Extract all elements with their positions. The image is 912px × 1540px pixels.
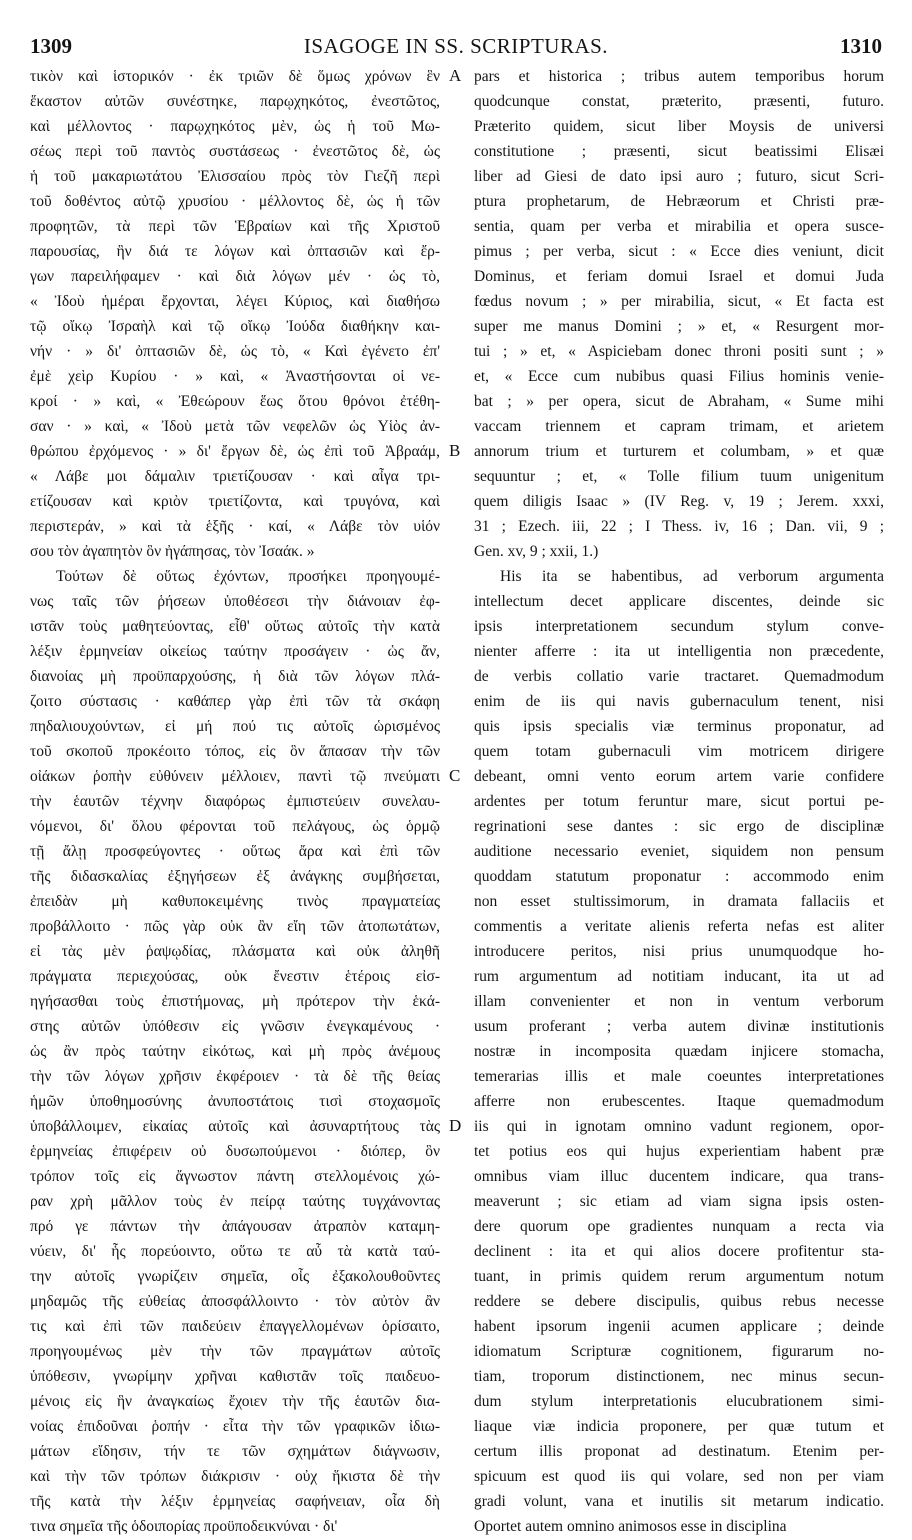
latin-text-line: certum illis proponat ad destinatum. Etenim per- [474, 1443, 884, 1460]
latin-text-line: illam convenienter et non in ventum verborum [474, 993, 884, 1010]
greek-text-line: ἐμὲ χεὶρ Κυρίου · » καὶ, « Ἀναστήσονται οἱ νε- [30, 368, 440, 385]
greek-text-line: ραν χρὴ μᾶλλον τοὺς ἐν πείρᾳ ταύτης τυγχάνοντας [30, 1193, 440, 1210]
latin-text-line: quem diligis Isaac » (IV Reg. v, 19 ; Jerem. xxxi, [474, 493, 884, 510]
latin-text-line: tui ; » et, « Aspiciebam donec throni positi sunt ; » [474, 343, 884, 360]
section-marker-d: D [449, 1116, 462, 1135]
greek-text-line: ηγήσασθαι τοὺς ἐπιστήμονας, μὴ πρότερον τὴν ἑκά- [30, 993, 440, 1010]
section-marker-c: C [449, 766, 461, 785]
greek-text-line: περιστεράν, » καὶ τὰ ἑξῆς · καί, « Λάβε τὸν υἱόν [30, 518, 440, 535]
greek-text-line: ἡ τοῦ μακαριωτάτου Ἐλισσαίου πρὸς τὸν Γιεζῆ περὶ [30, 168, 440, 185]
greek-text-line: οἰάκων ῥοπὴν εὐθύνειν μέλλοιεν, παντὶ τῷ πνεύματι [30, 768, 440, 785]
greek-text-line: την αὐτοῖς γνωρίζειν σημεῖα, οἷς ἐξακολουθοῦντες [30, 1268, 440, 1285]
latin-text-line: nienter afferre : ita ut intelligentia non præcedente, [474, 643, 884, 660]
greek-text-line: νήν · » δι' ὀπτασιῶν δὲ, ὡς τὸ, « Καὶ ἐγένετο ἐπ' [30, 343, 440, 360]
greek-text-line: παρουσίας, ἣν διά τε λόγων καὶ ὀπτασιῶν καὶ ἔρ- [30, 243, 440, 260]
greek-text-line: ἑρμηνείας ἐπιφέρειν οὐ δυσωπούμενοι · διόπερ, ὃν [30, 1143, 440, 1160]
latin-text-line: rum argumentum ad notitiam inducant, ita ut ad [474, 968, 884, 985]
latin-text-line: iis qui in ignotam omnino vadunt regionem, opor- [474, 1118, 884, 1135]
latin-text-line: debeant, omni vento eorum artem varie confidere [474, 768, 884, 785]
latin-text-line: commentis a veritate alienis referta nefas est aliter [474, 918, 884, 935]
latin-text-line: pars et historica ; tribus autem temporibus horum [474, 68, 884, 85]
page-number-left: 1309 [30, 34, 72, 58]
greek-text-line: ετίζουσαν καὶ κριὸν τριετίζοντα, καὶ τρυγόνα, καὶ [30, 493, 440, 510]
latin-text-line: His ita se habentibus, ad verborum argumenta [500, 568, 884, 585]
latin-text-line: ptura prophetarum, de Hebræorum et Christi præ- [474, 193, 884, 210]
greek-text-line: πράγματα περιεχούσας, οὐκ ἔνεστιν ἑτέροις εἰσ- [30, 968, 440, 985]
greek-text-line: μένοις εἰς ἣν ἀναγκαίως ἔχοιεν τὴν τῆς ἑαυτῶν δια- [30, 1393, 440, 1410]
greek-text-line: νύειν, δι' ἧς πορεύοιντο, οὕτω τε αὖ τὰ κατὰ ταύ- [30, 1243, 440, 1260]
running-title: ISAGOGE IN SS. SCRIPTURAS. [303, 34, 609, 58]
latin-text-line: afferre non erubescentes. Itaque quemadmodum [474, 1093, 884, 1110]
page-header [30, 34, 882, 62]
latin-text-line: non esset stultissimorum, in dramata fallaciis et [474, 893, 884, 910]
latin-text-line: gradi volunt, vana et inutilis sit metarum indicatio. [474, 1493, 884, 1510]
latin-text-line: quodcunque constat, præterito, præsenti, futuro. [474, 93, 884, 110]
latin-text-line: super me manus Domini ; » et, « Resurgent mor- [474, 318, 884, 335]
latin-text-line: 31 ; Ezech. iii, 22 ; I Thess. iv, 16 ; Dan. vii, 9 ; [474, 518, 884, 535]
greek-text-line: ιστᾶν τοὺς μαθητεύοντας, εἶθ' οὕτως αὐτοῖς τὴν κατὰ [30, 618, 440, 635]
greek-text-line: τοῦ δοθέντος αὐτῷ χρυσίου · μέλλοντος δὲ, ὡς ἡ τῶν [30, 193, 440, 210]
greek-text-line: « Λάβε μοι δάμαλιν τριετίζουσαν · καὶ αἶγα τρι- [30, 468, 440, 485]
latin-text-line: reddere se debere discipulis, quibus rebus necesse [474, 1293, 884, 1310]
greek-text-line: νοίας ἐπιδοῦναι ῥοπήν · εἶτα τὴν τῶν γραφικῶν ἰδιω- [30, 1418, 440, 1435]
latin-text-line: bat ; » per opera, sicut de Abraham, « Sume mihi [474, 393, 884, 410]
greek-text-line: καὶ τὴν τῶν τρόπων διάκρισιν · οὐχ ἥκιστα δὲ τὴν [30, 1468, 440, 1485]
greek-text-line: καὶ μέλλοντος · παρῳχηκότος μὲν, ὡς ἡ τοῦ Μω- [30, 118, 440, 135]
latin-text-line: liber ad Giesi de dato ipsi auro ; futuro, sicut Scri- [474, 168, 884, 185]
latin-text-line: liaque viæ indicia proponere, per quæ tutum et [474, 1418, 884, 1435]
greek-text-line: γων παρειλήφαμεν · καὶ διὰ λόγων μέν · ὡς τὸ, [30, 268, 440, 285]
page-number-right: 1310 [840, 34, 882, 58]
greek-text-line: λέξιν ἑρμηνείαν οἰκείως ταύτην προσάγειν · ὡς ἄν, [30, 643, 440, 660]
greek-text-line: τῇ ἄλῃ προσφεύγοντες · οὕτως ἄρα καὶ ἐπὶ τῶν [30, 843, 440, 860]
latin-text-line: temerarias illis et male coeuntes interpretationes [474, 1068, 884, 1085]
greek-text-line: μάτων εἴδησιν, τήν τε τῶν σχημάτων διάγνωσιν, [30, 1443, 440, 1460]
section-marker-a: A [449, 66, 462, 85]
latin-text-line: usum proferant ; verba autem divinæ institutionis [474, 1018, 884, 1035]
latin-text-line: declinent : ita et qui alios docere profitentur sta- [474, 1243, 884, 1260]
greek-text-line: πηδαλιουχούντων, εἰ μή πού τις αὐτοῖς ὡρισμένος [30, 718, 440, 735]
greek-text-line: προηγουμένως μὲν τὴν τῶν πραγμάτων αὐτοῖς [30, 1343, 440, 1360]
greek-text-line: ἐπειδὰν μὴ καθυποκειμένης τινὸς πραγματείας [30, 893, 440, 910]
greek-text-line: κροί · » καὶ, « Ἐθεώρουν ἕως ὅτου θρόνοι ἐτέθη- [30, 393, 440, 410]
latin-text-line: ipsis interpretationem secundum stylum conve- [474, 618, 884, 635]
latin-text-line: et, « Ecce cum nubibus quasi Filius hominis venie- [474, 368, 884, 385]
latin-text-line: quoddam statutum proponatur : accommodo enim [474, 868, 884, 885]
latin-text-line: quis ipsis specialis viæ terminus proponatur, ad [474, 718, 884, 735]
greek-text-column [30, 64, 440, 1539]
greek-text-line: νως ταῖς τῶν ῥήσεων ὑποθέσεσι τὴν διάνοιαν ἐφ- [30, 593, 440, 610]
greek-text-line: διανοίας μὴ προϋπαρχούσης, ἡ διὰ τῶν λόγων πλά- [30, 668, 440, 685]
latin-text-line: sentia, quam per verba et mirabilia et opera susce- [474, 218, 884, 235]
latin-text-line: annorum trium et turturem et columbam, » et quæ [474, 443, 884, 460]
latin-text-line: intellectum decet applicare discentes, deinde sic [474, 593, 884, 610]
latin-text-line: pimus ; per verba, sicut : « Ecce dies veniunt, dicit [474, 243, 884, 260]
greek-text-line: ὑπόθεσιν, γνωρίμην χρῆναι καθιστᾶν τοῖς παιδευο- [30, 1368, 440, 1385]
greek-text-line: ἡμῶν ὑποθημοσύνης ἀνυποστάτοις τισὶ στοχασμοῖς [30, 1093, 440, 1110]
latin-text-line: fœdus novum ; » per mirabilia, sicut, « Et facta est [474, 293, 884, 310]
latin-text-line: auditione necessario eveniet, siquidem non pensum [474, 843, 884, 860]
latin-text-line: enim de iis qui navis gubernaculum tenent, nisi [474, 693, 884, 710]
greek-text-line: τῆς διδασκαλίας ἐξηγήσεων ἐξ ἀνάγκης συμβήσεται, [30, 868, 440, 885]
greek-text-line: τὴν τῶν λόγων χρῆσιν ἐκφέροιεν · τὰ δὲ τῆς θείας [30, 1068, 440, 1085]
greek-text-line: σου τὸν ἀγαπητὸν ὃν ἠγάπησας, τὸν Ἰσαάκ. » [30, 543, 315, 560]
latin-text-line: idiomatum Scripturæ cognitionem, figurarum no- [474, 1343, 884, 1360]
greek-text-line: τοῦ σκοποῦ προκέοιτο τόπος, εἰς ὃν ἅπασαν τὴν τῶν [30, 743, 440, 760]
latin-text-line: quem totam gubernaculi vim motricem dirigere [474, 743, 884, 760]
greek-text-line: τις καὶ ἐπὶ τῶν παιδεύειν ἐπαγγελλομένων ὁρίσαιτο, [30, 1318, 440, 1335]
latin-text-line: Oportet autem omnino animosos esse in disciplina [474, 1518, 787, 1535]
greek-text-line: « Ἰδοὺ ἡμέραι ἔρχονται, λέγει Κύριος, καὶ διαθήσω [30, 293, 440, 310]
greek-text-line: προβάλλοιτο · πῶς γὰρ οὐκ ἂν εἴη τῶν ἀτοπωτάτων, [30, 918, 440, 935]
latin-text-line: regrinationi sese dantes : sic ergo de disciplinæ [474, 818, 884, 835]
greek-text-line: θρώπου ἐρχόμενος · » δι' ἔργων δὲ, ὡς ἐπὶ τοῦ Ἀβραάμ, [30, 443, 440, 460]
latin-text-line: constitutione ; præsenti, sicut beatissimi Elisæi [474, 143, 884, 160]
greek-text-line: Τούτων δὲ οὕτως ἐχόντων, προσήκει προηγουμέ- [56, 568, 440, 585]
greek-text-line: προφητῶν, τὰ περὶ τῶν Ἑβραίων καὶ τῆς Χριστοῦ [30, 218, 440, 235]
greek-text-line: σαν · » καὶ, « Ἰδοὺ μετὰ τῶν νεφελῶν ὡς Υἱὸς ἀν- [30, 418, 440, 435]
latin-text-line: nostræ in incomposita quædam injicere stomacha, [474, 1043, 884, 1060]
latin-text-line: vaccam triennem et capram trimam, et arietem [474, 418, 884, 435]
greek-text-line: πρό γε πάντων τὴν ἀπάγουσαν ἀτραπὸν καταμη- [30, 1218, 440, 1235]
greek-text-line: ἕκαστον αὐτῶν συνέστηκε, παρῳχηκότος, ἐνεστῶτος, [30, 93, 440, 110]
greek-text-line: τινα σημεῖα τῆς ὁδοιπορίας προϋποδεικνύναι · δι' [30, 1518, 338, 1535]
latin-text-line: tet potius eos qui hujus experientiam habent præ [474, 1143, 884, 1160]
section-marker-b: B [449, 441, 461, 460]
latin-text-line: Dominus, et feriam domui Israel et domui Juda [474, 268, 884, 285]
greek-text-line: στης αὐτῶν ὑπόθεσιν εἰς γνῶσιν ἐνεγκαμένους · [30, 1018, 440, 1035]
greek-text-line: νόμενοι, δι' ὅλου φέρονται τοῦ πελάγους, ὡς ὁρμῷ [30, 818, 440, 835]
latin-text-line: de verbis collatio varie tractaret. Quemadmodum [474, 668, 884, 685]
greek-text-line: ζοιτο σύστασις · καθάπερ γὰρ ἐπὶ τῶν τὰ σκάφη [30, 693, 440, 710]
greek-text-line: εἰ τὰς μὲν ῥαψῳδίας, πλάσματα καὶ οὐκ ἀληθῆ [30, 943, 440, 960]
latin-text-line: ardentes per totum feruntur mare, sicut portui pe- [474, 793, 884, 810]
latin-text-line: meaverunt ; sic etiam ad viam signa ipsis osten- [474, 1193, 884, 1210]
latin-text-line: dere quorum ope gradientes nunquam a recta via [474, 1218, 884, 1235]
latin-text-line: spicuum est quod iis qui volare, sed non per viam [474, 1468, 884, 1485]
latin-text-line: introducere peritos, nisi prius unumquodque ho- [474, 943, 884, 960]
greek-text-line: τῷ οἴκῳ Ἰσραὴλ καὶ τῷ οἴκῳ Ἰούδα διαθήκην και- [30, 318, 440, 335]
latin-text-line: omnibus viam illuc ducentem indicare, qua trans- [474, 1168, 884, 1185]
latin-text-column [474, 64, 884, 1539]
greek-text-line: μηδαμῶς τῆς εὐθείας ἀποσφάλλοιντο · τὸν αὐτὸν ἂν [30, 1293, 440, 1310]
latin-text-line: tiam, troporum distinctionem, nec minus secun- [474, 1368, 884, 1385]
latin-text-line: Præterito quidem, sicut liber Moysis de universi [474, 118, 884, 135]
latin-text-line: Gen. xv, 9 ; xxii, 1.) [474, 543, 599, 560]
latin-text-line: dum stylum interpretationis elucubrationem simi- [474, 1393, 884, 1410]
greek-text-line: τρόπον τοῖς εἰς ἄγνωστον πάντη στελλομένοις χώ- [30, 1168, 440, 1185]
greek-text-line: σέως περὶ τοῦ παντὸς συστάσεως · ἐνεστῶτος δὲ, ὡς [30, 143, 440, 160]
latin-text-line: habent ipsorum ingenii acumen applicare ; deinde [474, 1318, 884, 1335]
greek-text-line: τῆς κατὰ τὴν λέξιν ἑρμηνείας σαφήνειαν, οἷα δὴ [30, 1493, 440, 1510]
greek-text-line: ὡς ἂν πρὸς ταύτην εἰκότως, καὶ μὴ πρὸς ἀνέμους [30, 1043, 440, 1060]
greek-text-line: τὴν ἑαυτῶν τέχνην διαφόρως ἐμπιστεύειν συνελαυ- [30, 793, 440, 810]
greek-text-line: ὑποβάλλοιμεν, εἰκαίας αὐτοῖς καὶ ἀσυναρτήτους τὰς [30, 1118, 440, 1135]
greek-text-line: τικὸν καὶ ἱστορικόν · ἐκ τριῶν δὲ ὅμως χρόνων ἓν [30, 68, 440, 85]
latin-text-line: sequuntur ; et, « Tolle filium tuum unigenitum [474, 468, 884, 485]
latin-text-line: tuant, in primis quidem rerum argumentum notum [474, 1268, 884, 1285]
